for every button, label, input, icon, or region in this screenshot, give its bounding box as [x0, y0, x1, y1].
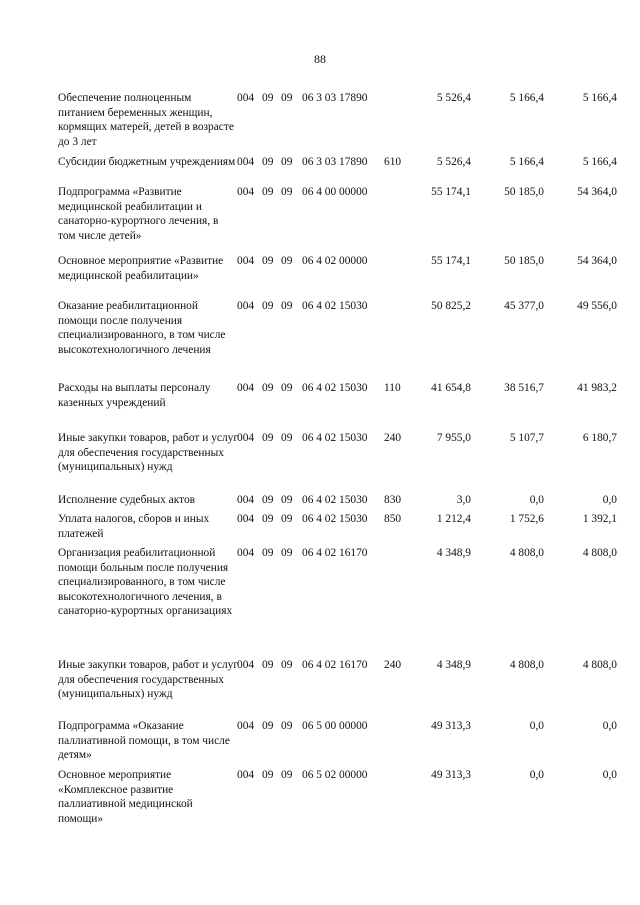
row-amount-year3: 4 808,0 [582, 547, 617, 559]
row-name: Основное мероприятие «Комплексное развитие паллиативной медицинской помощи» [58, 769, 193, 825]
row-subsection: 09 [281, 382, 293, 394]
row-subsection: 09 [281, 156, 293, 168]
row-amount-year1: 4 348,9 [436, 547, 471, 559]
row-grbs: 004 [237, 300, 255, 312]
row-grbs: 004 [237, 186, 255, 198]
row-subsection: 09 [281, 720, 293, 732]
row-amount-year2: 4 808,0 [509, 659, 544, 671]
row-expense-type: 240 [384, 432, 402, 444]
row-expense-type: 830 [384, 494, 402, 506]
row-section: 09 [262, 255, 274, 267]
row-section: 09 [262, 494, 274, 506]
row-amount-year1: 1 212,4 [436, 513, 471, 525]
row-expense-type: 110 [384, 382, 401, 394]
row-amount-year1: 55 174,1 [431, 186, 471, 198]
row-subsection: 09 [281, 494, 293, 506]
row-expense-type: 850 [384, 513, 402, 525]
row-name: Субсидии бюджетным учреждениям [58, 156, 236, 168]
row-amount-year2: 45 377,0 [504, 300, 544, 312]
row-amount-year1: 41 654,8 [431, 382, 471, 394]
row-amount-year2: 0,0 [529, 769, 544, 781]
row-name: Обеспечение полноценным питанием беременных женщин, кормящих матерей, детей в возрасте до 3 лет [58, 92, 234, 148]
row-section: 09 [262, 769, 274, 781]
row-target-article: 06 4 02 15030 [302, 432, 368, 444]
row-amount-year1: 55 174,1 [431, 255, 471, 267]
row-section: 09 [262, 659, 274, 671]
row-subsection: 09 [281, 769, 293, 781]
row-amount-year2: 50 185,0 [504, 255, 544, 267]
row-amount-year3: 1 392,1 [582, 513, 617, 525]
row-grbs: 004 [237, 494, 255, 506]
row-subsection: 09 [281, 300, 293, 312]
row-amount-year3: 5 166,4 [582, 156, 617, 168]
row-amount-year1: 3,0 [456, 494, 471, 506]
row-expense-type: 610 [384, 156, 402, 168]
row-target-article: 06 4 00 00000 [302, 186, 368, 198]
row-section: 09 [262, 186, 274, 198]
row-amount-year2: 38 516,7 [504, 382, 544, 394]
row-name: Подпрограмма «Развитие медицинской реабилитации и санаторно-курортного лечения, в том числе детей» [58, 186, 219, 242]
row-subsection: 09 [281, 186, 293, 198]
row-subsection: 09 [281, 432, 293, 444]
row-amount-year3: 54 364,0 [577, 186, 617, 198]
row-section: 09 [262, 382, 274, 394]
row-target-article: 06 5 02 00000 [302, 769, 368, 781]
row-section: 09 [262, 156, 274, 168]
row-name: Оказание реабилитационной помощи после получения специализированного, в том числе высокотехнологичного лечения [58, 300, 226, 356]
row-grbs: 004 [237, 659, 255, 671]
row-amount-year3: 41 983,2 [577, 382, 617, 394]
row-target-article: 06 4 02 16170 [302, 659, 368, 671]
row-amount-year1: 5 526,4 [436, 156, 471, 168]
row-grbs: 004 [237, 769, 255, 781]
row-name: Расходы на выплаты персоналу казенных учреждений [58, 382, 211, 409]
row-grbs: 004 [237, 156, 255, 168]
page-number: 88 [314, 52, 326, 66]
row-grbs: 004 [237, 432, 255, 444]
row-amount-year2: 1 752,6 [509, 513, 544, 525]
row-amount-year2: 5 166,4 [509, 92, 544, 104]
row-subsection: 09 [281, 547, 293, 559]
row-target-article: 06 4 02 16170 [302, 547, 368, 559]
row-name: Организация реабилитационной помощи больным после получения специализированного, в том числе высокотехнологичного лечения, в санаторно-курортных организациях [58, 547, 233, 617]
row-target-article: 06 3 03 17890 [302, 156, 368, 168]
row-amount-year2: 0,0 [529, 720, 544, 732]
row-grbs: 004 [237, 513, 255, 525]
row-target-article: 06 4 02 15030 [302, 300, 368, 312]
row-grbs: 004 [237, 92, 255, 104]
row-target-article: 06 5 00 00000 [302, 720, 368, 732]
row-amount-year3: 6 180,7 [582, 432, 617, 444]
row-section: 09 [262, 720, 274, 732]
row-amount-year3: 0,0 [602, 769, 617, 781]
row-subsection: 09 [281, 513, 293, 525]
row-section: 09 [262, 92, 274, 104]
row-section: 09 [262, 300, 274, 312]
row-name: Основное мероприятие «Развитие медицинской реабилитации» [58, 255, 224, 282]
row-amount-year3: 4 808,0 [582, 659, 617, 671]
row-subsection: 09 [281, 92, 293, 104]
row-grbs: 004 [237, 547, 255, 559]
row-amount-year3: 54 364,0 [577, 255, 617, 267]
row-target-article: 06 4 02 15030 [302, 513, 368, 525]
row-amount-year3: 0,0 [602, 720, 617, 732]
row-target-article: 06 4 02 00000 [302, 255, 368, 267]
row-amount-year1: 50 825,2 [431, 300, 471, 312]
row-amount-year3: 49 556,0 [577, 300, 617, 312]
row-amount-year2: 4 808,0 [509, 547, 544, 559]
row-grbs: 004 [237, 382, 255, 394]
row-name: Иные закупки товаров, работ и услуг для обеспечения государственных (муниципальных) нужд [58, 432, 239, 473]
row-amount-year2: 5 107,7 [509, 432, 544, 444]
row-amount-year2: 50 185,0 [504, 186, 544, 198]
row-amount-year2: 5 166,4 [509, 156, 544, 168]
row-target-article: 06 4 02 15030 [302, 494, 368, 506]
row-section: 09 [262, 513, 274, 525]
row-grbs: 004 [237, 255, 255, 267]
row-subsection: 09 [281, 659, 293, 671]
row-name: Иные закупки товаров, работ и услуг для обеспечения государственных (муниципальных) нужд [58, 659, 239, 700]
row-subsection: 09 [281, 255, 293, 267]
row-amount-year2: 0,0 [529, 494, 544, 506]
row-name: Исполнение судебных актов [58, 494, 196, 506]
row-amount-year1: 49 313,3 [431, 769, 471, 781]
row-name: Уплата налогов, сборов и иных платежей [58, 513, 210, 540]
row-target-article: 06 3 03 17890 [302, 92, 368, 104]
row-amount-year1: 4 348,9 [436, 659, 471, 671]
row-expense-type: 240 [384, 659, 402, 671]
row-section: 09 [262, 432, 274, 444]
row-amount-year1: 7 955,0 [436, 432, 471, 444]
row-amount-year3: 0,0 [602, 494, 617, 506]
row-grbs: 004 [237, 720, 255, 732]
row-amount-year1: 49 313,3 [431, 720, 471, 732]
row-name: Подпрограмма «Оказание паллиативной помощи, в том числе детям» [58, 720, 230, 761]
row-amount-year3: 5 166,4 [582, 92, 617, 104]
row-target-article: 06 4 02 15030 [302, 382, 368, 394]
row-section: 09 [262, 547, 274, 559]
row-amount-year1: 5 526,4 [436, 92, 471, 104]
